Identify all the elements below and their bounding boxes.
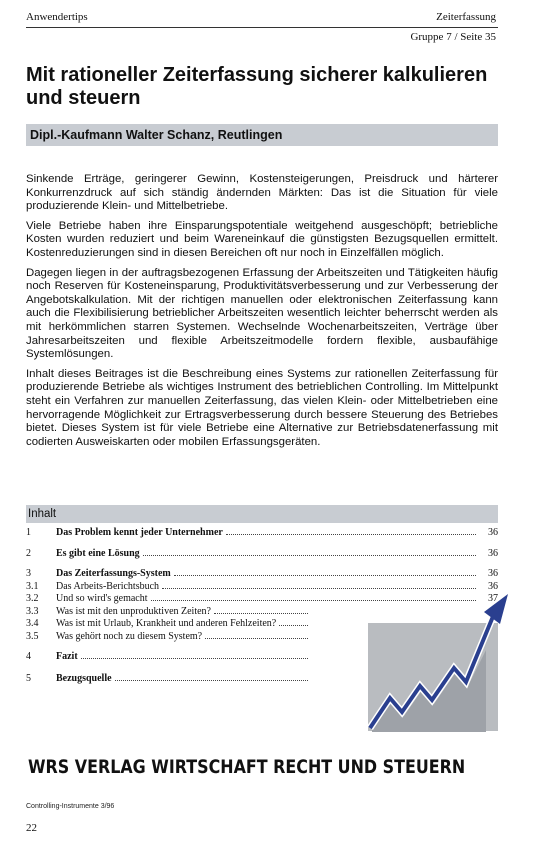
toc-leader xyxy=(143,555,476,556)
toc-entry-3-5[interactable] xyxy=(26,631,308,644)
header-right: Zeiterfassung xyxy=(436,11,496,23)
author-bar: Dipl.-Kaufmann Walter Schanz, Reutlingen xyxy=(26,124,498,146)
toc-entry-3-3[interactable] xyxy=(26,606,308,619)
paragraph-3: Dagegen liegen in der auftragsbezogenen Erfassung der Arbeitszeiten und Tätigkeiten häufig noch Reserven für Kosteneinsparung, Produktivitätsverbesserung und zur Verbesserung der Angebotskalkulation. Mit der richtigen manuellen oder elektronischen Zeiterfassung kann auch die Flexibilisierung betrieblicher Arbeitszeiten wesentlich leichter beherrscht werden als mit herkömmlichen starren Systemen. Wechselnde Wochenarbeitszeiten, Verträge über Jahresarbeitszeiten und flexible Arbeitszeitmodelle fordern flexible, ausbaufähige Systemlösungen. xyxy=(26,266,498,361)
arrow-shadow xyxy=(372,650,486,732)
paragraph-4: Inhalt dieses Beitrages ist die Beschreibung eines Systems zur rationellen Zeiterfassung für produzierende Betriebe als wichtiges Instrument des betrieblichen Controlling. Im Mittelpunkt steht ein Verfahren zur manuellen Zeiterfassung, das vielen Klein- oder Mittelbetrieben eine hervorragende Möglichkeit zur Ertragsverbesserung durch bessere Steuerung des Betriebes bietet. Dieses System ist für viele Betriebe eine Alternative zur Betriebsdatenerfassung mit codierten Ausweiskarten oder mobilen Erfassungsgeräten. xyxy=(26,367,498,448)
article-body xyxy=(26,173,498,455)
toc-heading: Inhalt xyxy=(26,505,498,523)
toc-leader xyxy=(226,534,476,535)
footer-page-number: 22 xyxy=(26,822,37,834)
header-sub: Gruppe 7 / Seite 35 xyxy=(410,31,496,43)
toc-page: 36 xyxy=(488,580,498,592)
paragraph-1: Sinkende Erträge, geringerer Gewinn, Kostensteigerungen, Preisdruck und härterer Konkurrenzdruck auf sich ständig ändernden Märkten: Das ist die Situation für viele produzierende Klein- und Mittelbetriebe. xyxy=(26,173,498,213)
toc-page: 37 xyxy=(488,593,498,604)
toc-entry-3[interactable] xyxy=(26,568,498,581)
paragraph-2: Viele Betriebe haben ihre Einsparungspotentiale weitgehend ausgeschöpft; betriebliche Kosten wurden reduziert und beim Wareneinkauf die günstigsten Bezugsquellen ermittelt. Kostenreduzierungen sind in diesen Bereichen oft nur noch in Einzelfällen möglich. xyxy=(26,219,498,259)
article-title: Mit rationeller Zeiterfassung sicherer kalkulieren und steuern xyxy=(26,64,488,109)
toc-number: 3 xyxy=(26,568,31,579)
arrow-head-icon xyxy=(484,594,508,624)
toc-number: 3.2 xyxy=(26,593,39,604)
toc-label: Das Zeiterfassungs-System xyxy=(56,568,171,579)
toc-number: 3.1 xyxy=(26,580,39,592)
toc-page: 36 xyxy=(488,527,498,538)
toc-leader xyxy=(279,625,308,626)
toc-label: Was ist mit den unproduktiven Zeiten? xyxy=(56,605,211,617)
toc-number: 2 xyxy=(26,547,31,559)
toc-entry-3-4[interactable] xyxy=(26,618,308,631)
footer-series: Controlling-Instrumente 3/96 xyxy=(26,803,115,810)
toc-number: 3.5 xyxy=(26,630,39,642)
toc-leader xyxy=(174,575,476,576)
toc-number: 5 xyxy=(26,672,31,684)
toc-leader xyxy=(205,638,308,639)
toc-page: 36 xyxy=(488,547,498,559)
publisher-name: WRS VERLAG WIRTSCHAFT RECHT UND STEUERN xyxy=(28,757,466,778)
toc-leader xyxy=(115,680,308,681)
toc-number: 4 xyxy=(26,651,31,662)
toc-label: Was ist mit Urlaub, Krankheit und anderen Fehlzeiten? xyxy=(56,618,277,629)
toc-number: 3.3 xyxy=(26,605,39,617)
toc-leader xyxy=(81,658,308,659)
toc-label: Es gibt eine Lösung xyxy=(56,547,140,559)
toc-leader xyxy=(162,588,476,589)
toc-number: 1 xyxy=(26,527,31,538)
toc-entry-5[interactable] xyxy=(26,673,308,686)
toc-label: Und so wird's gemacht xyxy=(56,593,148,604)
toc-entry-1[interactable] xyxy=(26,527,498,540)
rising-arrow-graphic xyxy=(360,592,510,734)
toc-label: Das Problem kennt jeder Unternehmer xyxy=(56,527,223,538)
toc-entry-4[interactable] xyxy=(26,651,308,664)
toc-leader xyxy=(214,613,308,614)
header-left: Anwendertips xyxy=(26,11,88,23)
header-rule xyxy=(26,27,498,28)
toc-label: Fazit xyxy=(56,651,78,662)
toc-label: Was gehört noch zu diesem System? xyxy=(56,630,203,642)
toc-entry-2[interactable] xyxy=(26,548,498,561)
toc-page: 36 xyxy=(488,568,498,579)
toc-number: 3.4 xyxy=(26,618,39,629)
toc-label: Das Arbeits-Berichtsbuch xyxy=(56,580,160,592)
toc-label: Bezugsquelle xyxy=(56,672,112,684)
